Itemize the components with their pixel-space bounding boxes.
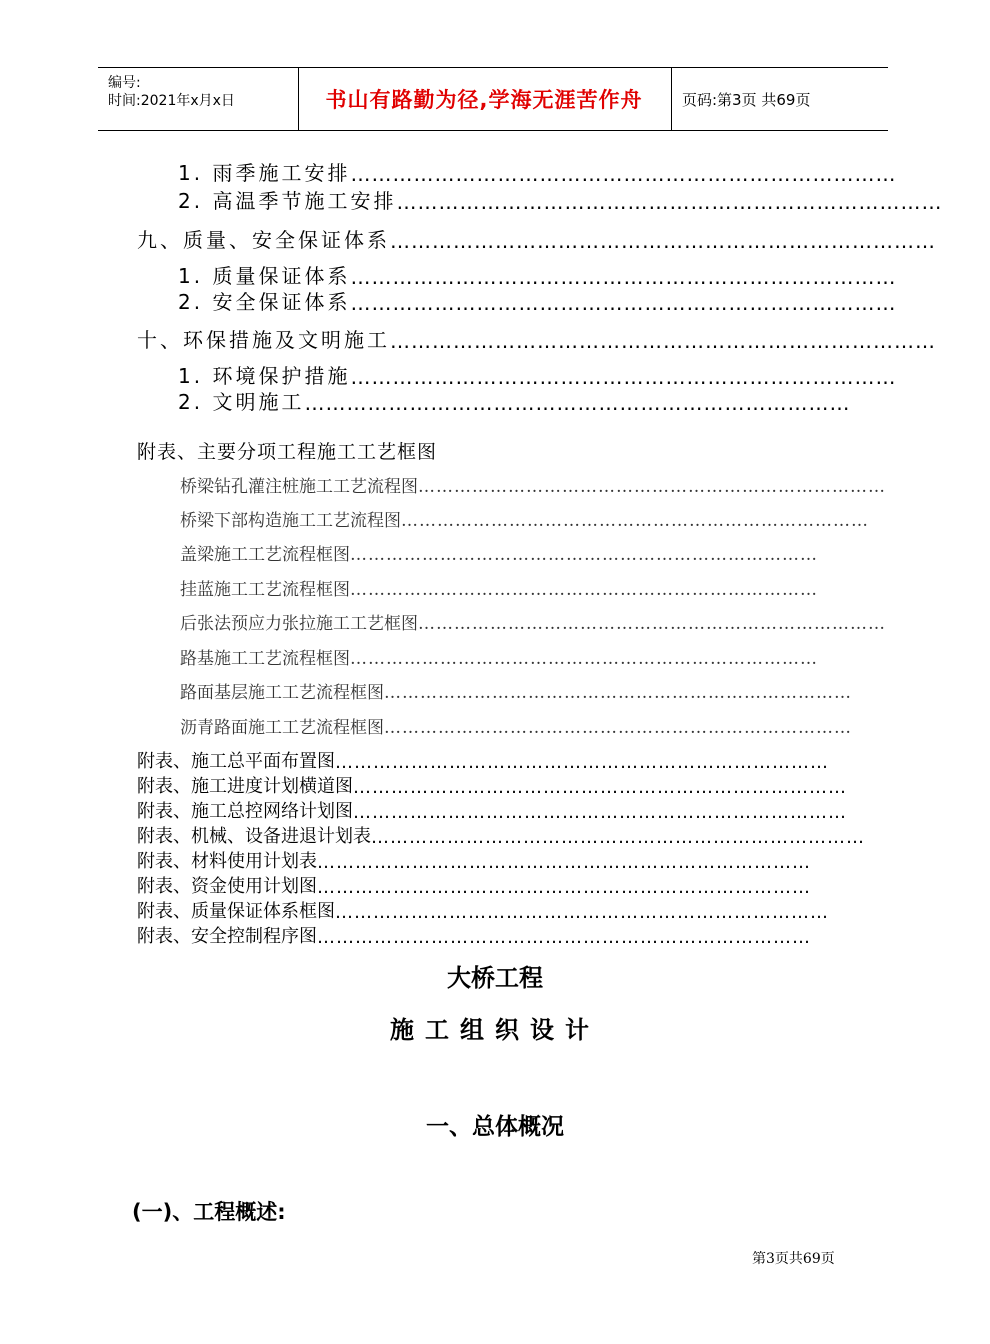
toc-leader-dots: …………………………………………………………………… [350,580,818,600]
page-header [98,67,888,131]
toc-entry-label: 2. 高温季节施工安排 [178,189,397,213]
toc-leader-dots: …………………………………………………………………… [371,827,865,848]
appendix-entry[interactable] [137,874,819,898]
toc-leader-dots: …………………………………………………………………… [418,614,886,634]
toc-section-label: 十、环保措施及文明施工 [137,328,390,352]
toc-leader-dots: …………………………………………………………………… [396,190,943,214]
flow-entry-label: 挂蓝施工工艺流程框图 [180,580,350,600]
appendix-heading: 附表、主要分项工程施工工艺框图 [137,441,438,463]
flow-entry-label: 盖梁施工工艺流程框图 [180,545,350,565]
toc-leader-dots: …………………………………………………………………… [350,365,897,389]
appendix-entry-label: 附表、机械、设备进退计划表 [137,826,371,847]
flow-entry[interactable] [180,679,850,703]
appendix-entry-label: 附表、质量保证体系框图 [137,901,335,922]
appendix-entry[interactable] [137,824,865,848]
toc-leader-dots: …………………………………………………………………… [304,391,851,415]
appendix-entry[interactable] [137,749,829,773]
toc-entry-label: 2. 安全保证体系 [178,290,351,314]
toc-leader-dots: …………………………………………………………………… [350,545,818,565]
toc-leader-dots: …………………………………………………………………… [317,877,811,898]
flow-entry[interactable] [180,541,850,565]
toc-leader-dots: …………………………………………………………………… [401,511,869,531]
toc-entry-label: 1. 环境保护措施 [178,364,351,388]
toc-entry[interactable] [178,389,850,415]
flow-entry-label: 桥梁下部构造施工工艺流程图 [180,511,401,531]
toc-entry[interactable] [178,289,897,315]
toc-entry-label: 1. 雨季施工安排 [178,161,351,185]
toc-entry[interactable] [178,188,943,214]
toc-section[interactable] [137,327,936,353]
appendix-entry[interactable] [137,774,847,798]
section-heading: 一、总体概况 [426,1114,564,1140]
toc-leader-dots: …………………………………………………………………… [317,927,811,948]
header-page-label: 页码:第3页 共69页 [682,91,811,109]
flow-entry[interactable] [180,645,850,669]
toc-leader-dots: …………………………………………………………………… [353,802,847,823]
appendix-entry-label: 附表、安全控制程序图 [137,926,317,947]
flow-entry-label: 桥梁钻孔灌注桩施工工艺流程图 [180,477,418,497]
toc-leader-dots: …………………………………………………………………… [390,229,936,253]
header-divider [671,68,672,130]
toc-leader-dots: …………………………………………………………………… [418,477,886,497]
document-title: 大桥工程 [447,964,543,992]
flow-entry[interactable] [180,473,886,497]
appendix-entry[interactable] [137,799,847,823]
toc-entry-label: 2. 文明施工 [178,390,305,414]
toc-leader-dots: …………………………………………………………………… [353,777,847,798]
appendix-entry-label: 附表、施工进度计划横道图 [137,776,353,797]
toc-leader-dots: …………………………………………………………………… [335,902,829,923]
subsection-heading: (一)、工程概述: [132,1200,286,1224]
header-meta [98,68,298,130]
appendix-entry-label: 附表、材料使用计划表 [137,851,317,872]
appendix-entry[interactable] [137,924,819,948]
appendix-entry-label: 附表、资金使用计划图 [137,876,317,897]
toc-leader-dots: …………………………………………………………………… [350,649,818,669]
flow-entry[interactable] [180,610,886,634]
toc-entry[interactable] [178,160,897,186]
page-footer: 第3页共69页 [752,1251,835,1267]
toc-leader-dots: …………………………………………………………………… [350,291,897,315]
header-code-label: 编号: [108,75,141,91]
toc-section[interactable] [137,227,936,253]
toc-leader-dots: …………………………………………………………………… [335,752,829,773]
flow-entry-label: 路面基层施工工艺流程框图 [180,683,384,703]
appendix-entry[interactable] [137,849,819,873]
appendix-entry[interactable] [137,899,829,923]
header-motto: 书山有路勤为径,学海无涯苦作舟 [325,88,643,112]
toc-leader-dots: …………………………………………………………………… [350,162,897,186]
toc-leader-dots: …………………………………………………………………… [384,718,852,738]
toc-leader-dots: …………………………………………………………………… [384,683,852,703]
flow-entry-label: 沥青路面施工工艺流程框图 [180,718,384,738]
document-subtitle: 施工组织设计 [390,1016,600,1044]
flow-entry[interactable] [180,507,869,531]
toc-section-label: 九、质量、安全保证体系 [137,228,390,252]
appendix-entry-label: 附表、施工总平面布置图 [137,751,335,772]
toc-leader-dots: …………………………………………………………………… [317,852,811,873]
flow-entry-label: 路基施工工艺流程框图 [180,649,350,669]
flow-entry[interactable] [180,714,850,738]
flow-entry[interactable] [180,576,850,600]
toc-leader-dots: …………………………………………………………………… [350,265,897,289]
header-time-label: 时间:2021年x月x日 [108,93,235,109]
toc-entry-label: 1. 质量保证体系 [178,264,351,288]
toc-leader-dots: …………………………………………………………………… [390,329,936,353]
flow-entry-label: 后张法预应力张拉施工工艺框图 [180,614,418,634]
appendix-entry-label: 附表、施工总控网络计划图 [137,801,353,822]
